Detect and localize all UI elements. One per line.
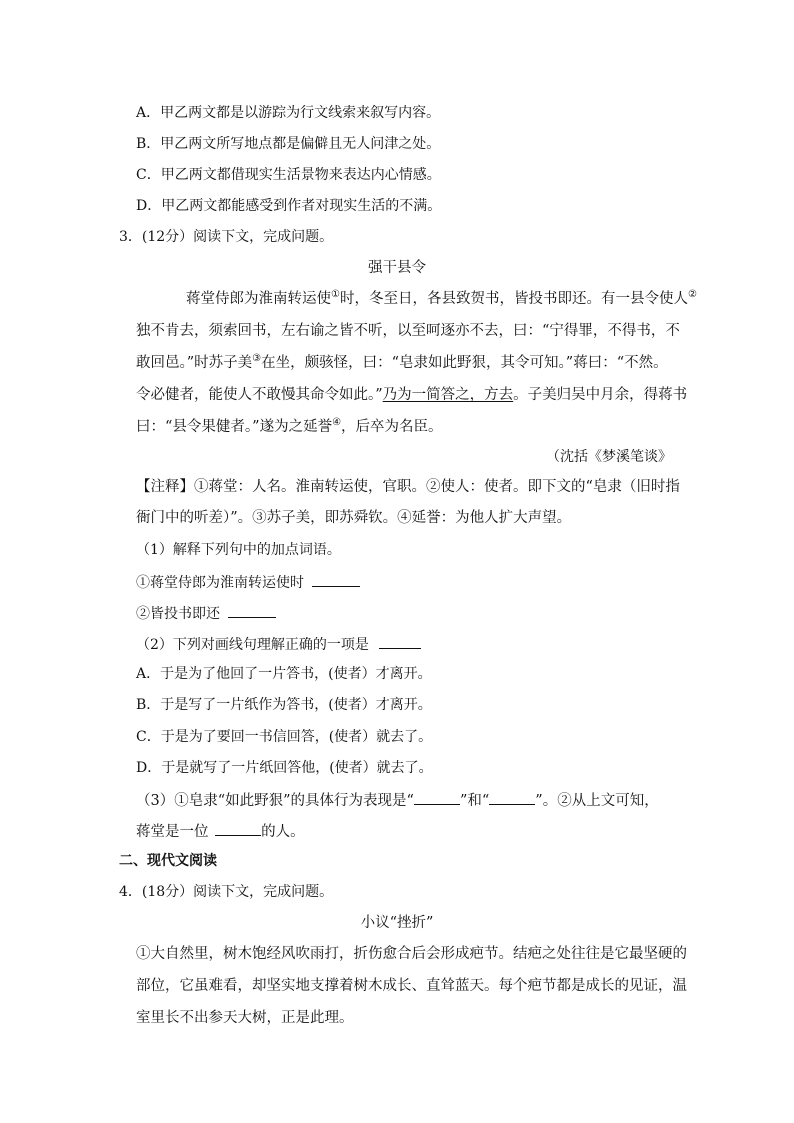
passage-source: （沈括《梦溪笔谈》 bbox=[546, 449, 672, 465]
footnote-marker-1: ① bbox=[331, 289, 340, 300]
item-text: （3）①皂隶“如此野狠”的具体行为表现是“ bbox=[136, 793, 414, 809]
q4-paragraph-line-3: 室里长不出参天大树，正是此理。 bbox=[136, 1010, 354, 1026]
q4-passage-title: 小议“挫折” bbox=[360, 915, 434, 931]
sub-question-2-option-c: C．于是为了要回一书信回答，(使者）就去了。 bbox=[136, 729, 433, 745]
passage-line-3 bbox=[136, 354, 676, 372]
answer-blank[interactable] bbox=[414, 790, 460, 805]
notes-line-2: 衙门中的听差）”。③苏子美，即苏舜钦。④延誉：为他人扩大声望。 bbox=[136, 510, 572, 526]
answer-blank[interactable] bbox=[379, 634, 421, 649]
q3-header: 3．(12分）阅读下文，完成问题。 bbox=[119, 229, 334, 245]
passage-text: ，后卒为名臣。 bbox=[341, 419, 443, 435]
q4-paragraph-line-2: 部位，它虽难看，却坚实地支撑着树木成长、直耸蓝天。每个疤节都是成长的见证，温 bbox=[136, 978, 687, 994]
q2-option-c: C．甲乙两文都借现实生活景物来表达内心情感。 bbox=[136, 167, 441, 183]
sub-question-2-option-a: A．于是为了他回了一片答书，(使者）才离开。 bbox=[136, 666, 432, 682]
q2-option-d: D．甲乙两文都能感受到作者对现实生活的不满。 bbox=[136, 198, 442, 214]
item-text: 的人。 bbox=[261, 824, 305, 840]
underlined-sentence: 乃为一简答之，方去 bbox=[382, 387, 514, 403]
q2-option-a: A．甲乙两文都是以游踪为行文线索来叙写内容。 bbox=[136, 105, 441, 121]
q3-passage-title: 强干县令 bbox=[368, 260, 426, 276]
passage-text: 令必健者，能使人不敢慢其命令如此。” bbox=[136, 387, 383, 403]
section-heading: 二、现代文阅读 bbox=[119, 853, 217, 869]
passage-line-1 bbox=[186, 290, 726, 308]
item-text: ②皆投书即还 bbox=[136, 606, 220, 622]
footnote-marker-3: ③ bbox=[252, 353, 262, 364]
passage-text: 。子美归吴中月余，得蒋书 bbox=[513, 387, 688, 403]
sub-question-1-item-b bbox=[136, 603, 276, 623]
answer-blank[interactable] bbox=[312, 572, 360, 587]
passage-text: 蒋堂侍郎为淮南转运使 bbox=[186, 291, 331, 307]
sub-question-3-line-2 bbox=[136, 821, 676, 841]
q4-header: 4．(18分）阅读下文，完成问题。 bbox=[119, 884, 334, 900]
passage-line-5 bbox=[136, 418, 676, 436]
passage-text: 遂为之延誉 bbox=[259, 419, 333, 435]
item-text: 蒋堂是一位 bbox=[136, 824, 209, 840]
q2-option-b: B．甲乙两文所写地点都是偏僻且无人问津之处。 bbox=[136, 136, 441, 152]
passage-text: 时，冬至日，各县致贺书，皆投书即还。有一县令使人 bbox=[339, 291, 688, 307]
item-text: ①蒋堂侍郎为淮南转运使时 bbox=[136, 575, 304, 591]
item-text: ”。②从上文可知， bbox=[535, 793, 659, 809]
sub-question-2-option-b: B．于是写了一片纸作为答书，(使者）才离开。 bbox=[136, 697, 432, 713]
passage-text: 在坐，颇骇怪，曰：“皂隶如此野狠，其令可知。”蒋曰：“不然。 bbox=[261, 355, 668, 371]
sub-question-1-item-a bbox=[136, 572, 360, 592]
passage-line-2: 独不肯去，须索回书，左右谕之皆不听，以至呵逐亦不去，曰：“宁得罪，不得书，不 bbox=[136, 323, 680, 339]
sub-question-1: （1）解释下列句中的加点词语。 bbox=[136, 542, 341, 558]
passage-line-4 bbox=[136, 386, 688, 404]
notes-line-1: 【注释】①蒋堂：人名。淮南转运使，官职。②使人：使者。即下文的“皂隶（旧时指 bbox=[136, 479, 680, 495]
item-text: ”和“ bbox=[459, 793, 490, 809]
item-text: （2）下列对画线句理解正确的一项是 bbox=[136, 637, 369, 653]
answer-blank[interactable] bbox=[228, 603, 276, 618]
sub-question-2-option-d: D．于是就写了一片纸回答他，(使者）就去了。 bbox=[136, 760, 433, 776]
answer-blank[interactable] bbox=[215, 821, 261, 836]
sub-question-3-line-1 bbox=[136, 790, 676, 810]
footnote-marker-4: ④ bbox=[332, 417, 342, 428]
passage-text: 敢回邑。”时苏子美 bbox=[136, 355, 253, 371]
passage-text: 曰：“县令果健者。” bbox=[136, 419, 260, 435]
answer-blank[interactable] bbox=[489, 790, 535, 805]
footnote-marker-2: ② bbox=[687, 289, 697, 300]
q4-paragraph-line-1: ①大自然里，树木饱经风吹雨打，折伤愈合后会形成疤节。结疤之处往往是它最坚硬的 bbox=[136, 946, 687, 962]
sub-question-2 bbox=[136, 634, 421, 654]
